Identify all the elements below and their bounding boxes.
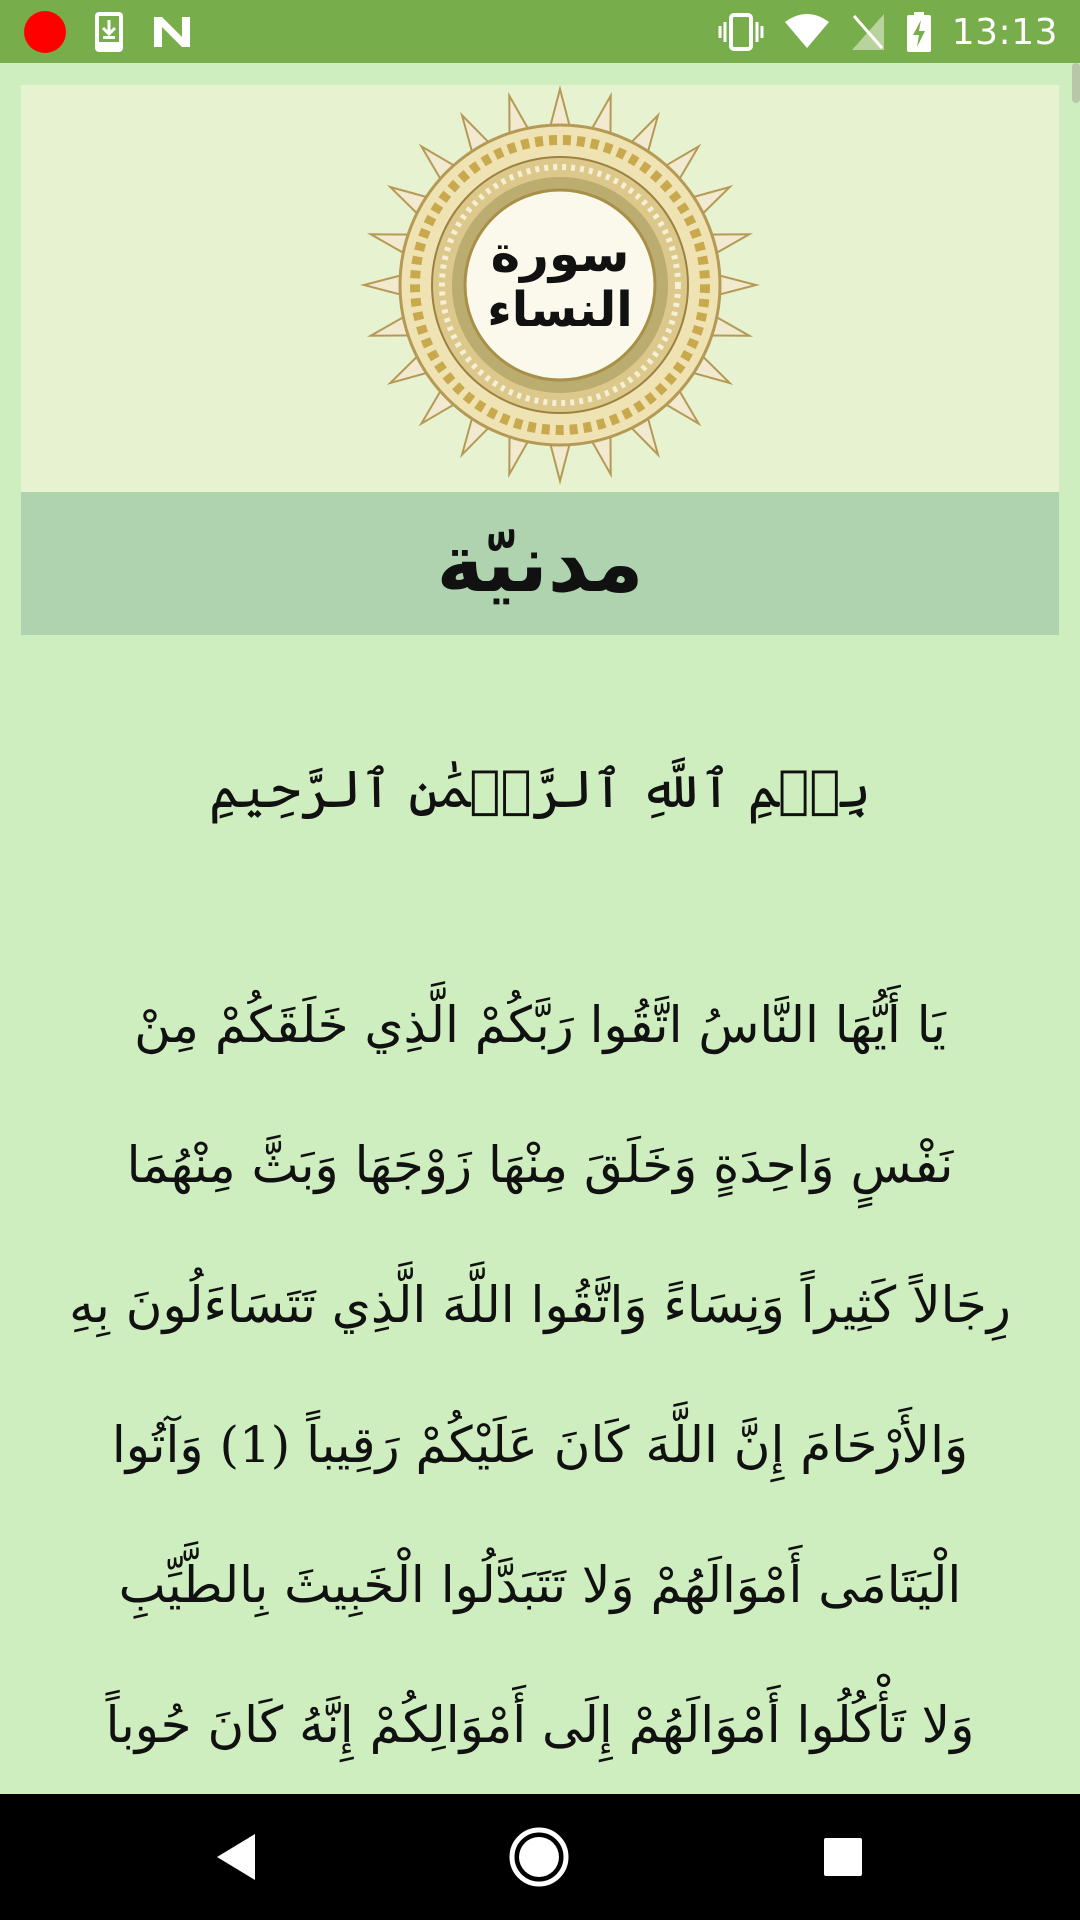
ayah-line: وَالأَرْحَامَ إِنَّ اللَّهَ كَانَ عَلَيْكُمْ رَقِيباً (1) وَآتُوا <box>111 1416 969 1474</box>
recents-icon <box>822 1836 864 1878</box>
vibrate-icon <box>718 12 764 52</box>
ayah-text <box>50 955 1030 1795</box>
download-icon <box>94 11 124 53</box>
surah-title-line2: النساء <box>487 282 633 339</box>
recents-button[interactable] <box>810 1824 876 1890</box>
status-bar-left <box>24 8 192 56</box>
home-icon <box>508 1826 570 1888</box>
basmala: بِسۡمِ ٱللَّهِ ٱلرَّحۡمَٰنِ ٱلرَّحِيمِ <box>209 760 871 820</box>
ayah-line: يَا أَيُّهَا النَّاسُ اتَّقُوا رَبَّكُمْ الَّذِي خَلَقَكُمْ مِنْ <box>134 996 946 1054</box>
surah-title-line1: سورة <box>490 224 630 283</box>
revelation-type-band <box>21 492 1059 635</box>
home-button[interactable] <box>506 1824 572 1890</box>
scroll-indicator[interactable] <box>1072 63 1080 103</box>
navigation-bar <box>0 1794 1080 1920</box>
no-sim-icon <box>850 12 886 52</box>
surah-emblem <box>360 85 760 485</box>
surah-title <box>360 85 760 485</box>
clock: 13:13 <box>951 11 1058 53</box>
back-button[interactable] <box>204 1824 270 1890</box>
revelation-type: مدنيّة <box>436 517 644 610</box>
status-bar <box>0 0 1080 63</box>
surah-header-card <box>21 85 1059 492</box>
status-bar-right <box>718 8 1058 56</box>
battery-charging-icon <box>906 11 932 53</box>
record-icon <box>24 11 66 53</box>
ayah-line: وَلا تَأْكُلُوا أَمْوَالَهُمْ إِلَى أَمْوَالِكُمْ إِنَّهُ كَانَ حُوباً <box>105 1696 975 1754</box>
app-n-icon <box>152 15 192 49</box>
ayah-line: الْيَتَامَى أَمْوَالَهُمْ وَلا تَتَبَدَّلُوا الْخَبِيثَ بِالطَّيِّبِ <box>118 1556 962 1614</box>
wifi-icon <box>784 14 830 50</box>
ayah-line: رِجَالاً كَثِيراً وَنِسَاءً وَاتَّقُوا اللَّهَ الَّذِي تَتَسَاءَلُونَ بِهِ <box>69 1276 1011 1334</box>
back-icon <box>215 1832 259 1882</box>
ayah-line: نَفْسٍ وَاحِدَةٍ وَخَلَقَ مِنْهَا زَوْجَهَا وَبَثَّ مِنْهُمَا <box>126 1136 954 1194</box>
